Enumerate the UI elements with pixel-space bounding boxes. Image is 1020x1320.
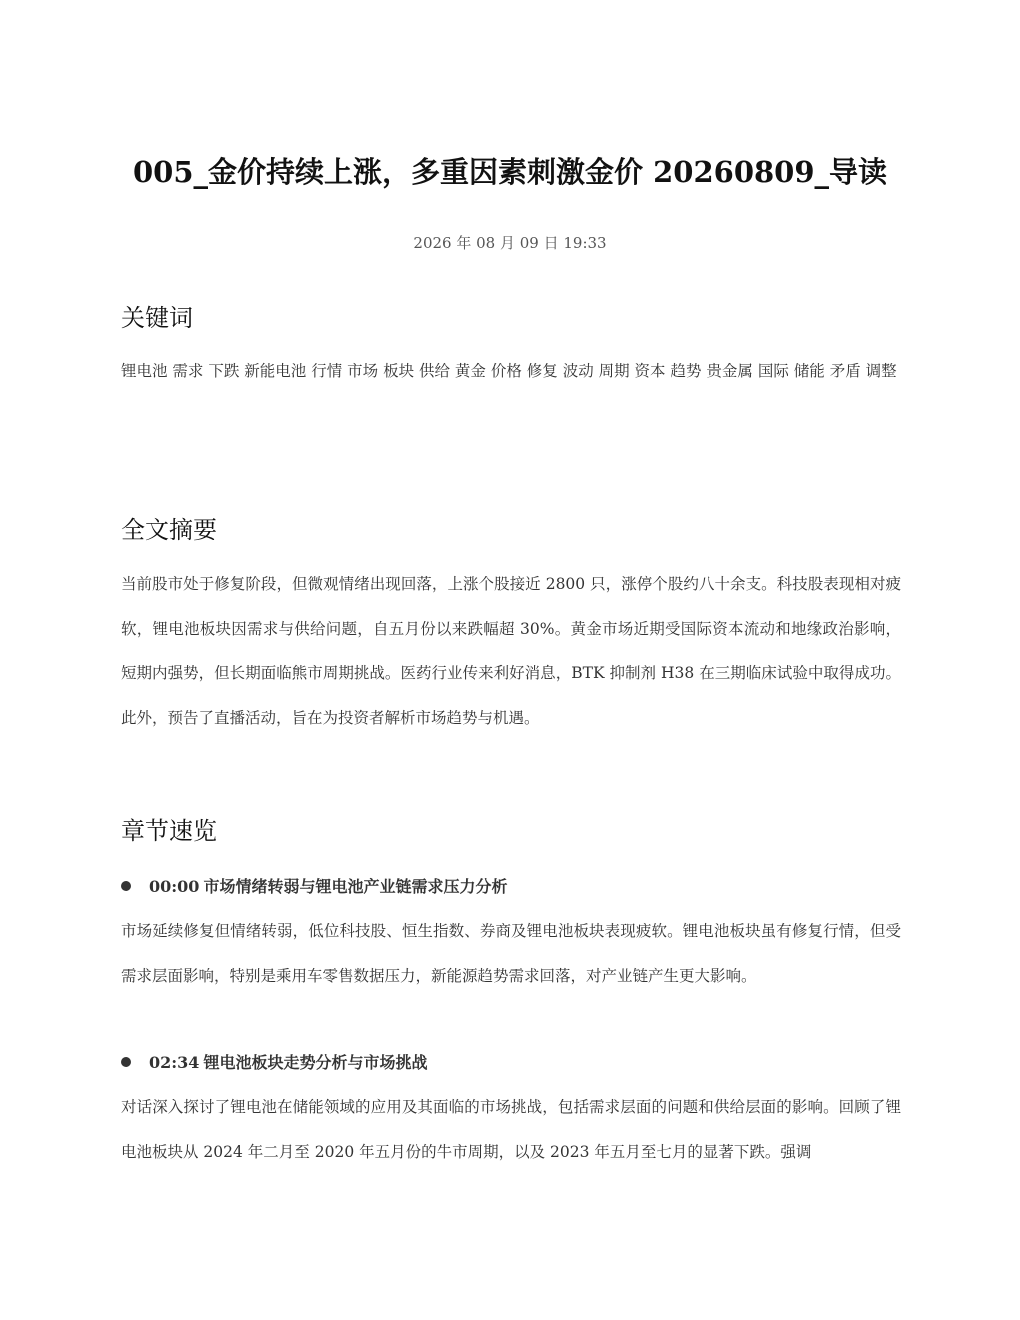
chapter-item-0-text: 市场延续修复但情绪转弱，低位科技股、恒生指数、券商及锂电池板块表现疲软。锂电池板块虽有修复行情，但受需求层面影响，特别是乘用车零售数据压力，新能源趋势需求回落，对产业链产生更大影响。	[121, 922, 901, 985]
summary-text: 当前股市处于修复阶段，但微观情绪出现回落，上涨个股接近 2800 只，涨停个股约八十余支。科技股表现相对疲软，锂电池板块因需求与供给问题，自五月份以来跌幅超 30%。黄金市场近期受国际资本流动和地缘政治影响，短期内强势，但长期面临熊市周期挑战。医药行业传来利好消息，BTK 抑制剂 H38 在三期临床试验中取得成功。此外，预告了直播活动，旨在为投资者解析市场趋势与机遇。	[121, 575, 901, 727]
chapters-heading: 章节速览	[121, 817, 217, 845]
bullet-icon	[121, 881, 131, 891]
chapter-item-1-text: 对话深入探讨了锂电池在储能领域的应用及其面临的市场挑战，包括需求层面的问题和供给层面的影响。回顾了锂电池板块从 2024 年二月至 2020 年五月份的牛市周期，以及 2023 年五月至七月的显著下跌。强调	[121, 1098, 901, 1161]
summary-heading: 全文摘要	[121, 516, 217, 544]
chapter-timestamp: 02:34	[149, 1053, 200, 1072]
chapter-title: 锂电池板块走势分析与市场挑战	[203, 1053, 428, 1072]
document-title: 005_金价持续上涨，多重因素刺激金价 20260809_导读	[132, 155, 888, 189]
document-date: 2026 年 08 月 09 日 19:33	[413, 234, 607, 252]
chapter-title: 市场情绪转弱与锂电池产业链需求压力分析	[203, 877, 508, 896]
keywords-heading: 关键词	[121, 304, 193, 332]
bullet-icon	[121, 1057, 131, 1067]
chapter-item-1-header	[121, 1051, 901, 1075]
chapter-item-0-header	[121, 875, 901, 899]
keywords-text: 锂电池 需求 下跌 新能电池 行情 市场 板块 供给 黄金 价格 修复 波动 周期 资本 趋势 贵金属 国际 储能 矛盾 调整	[121, 362, 897, 380]
chapter-timestamp: 00:00	[149, 877, 200, 896]
